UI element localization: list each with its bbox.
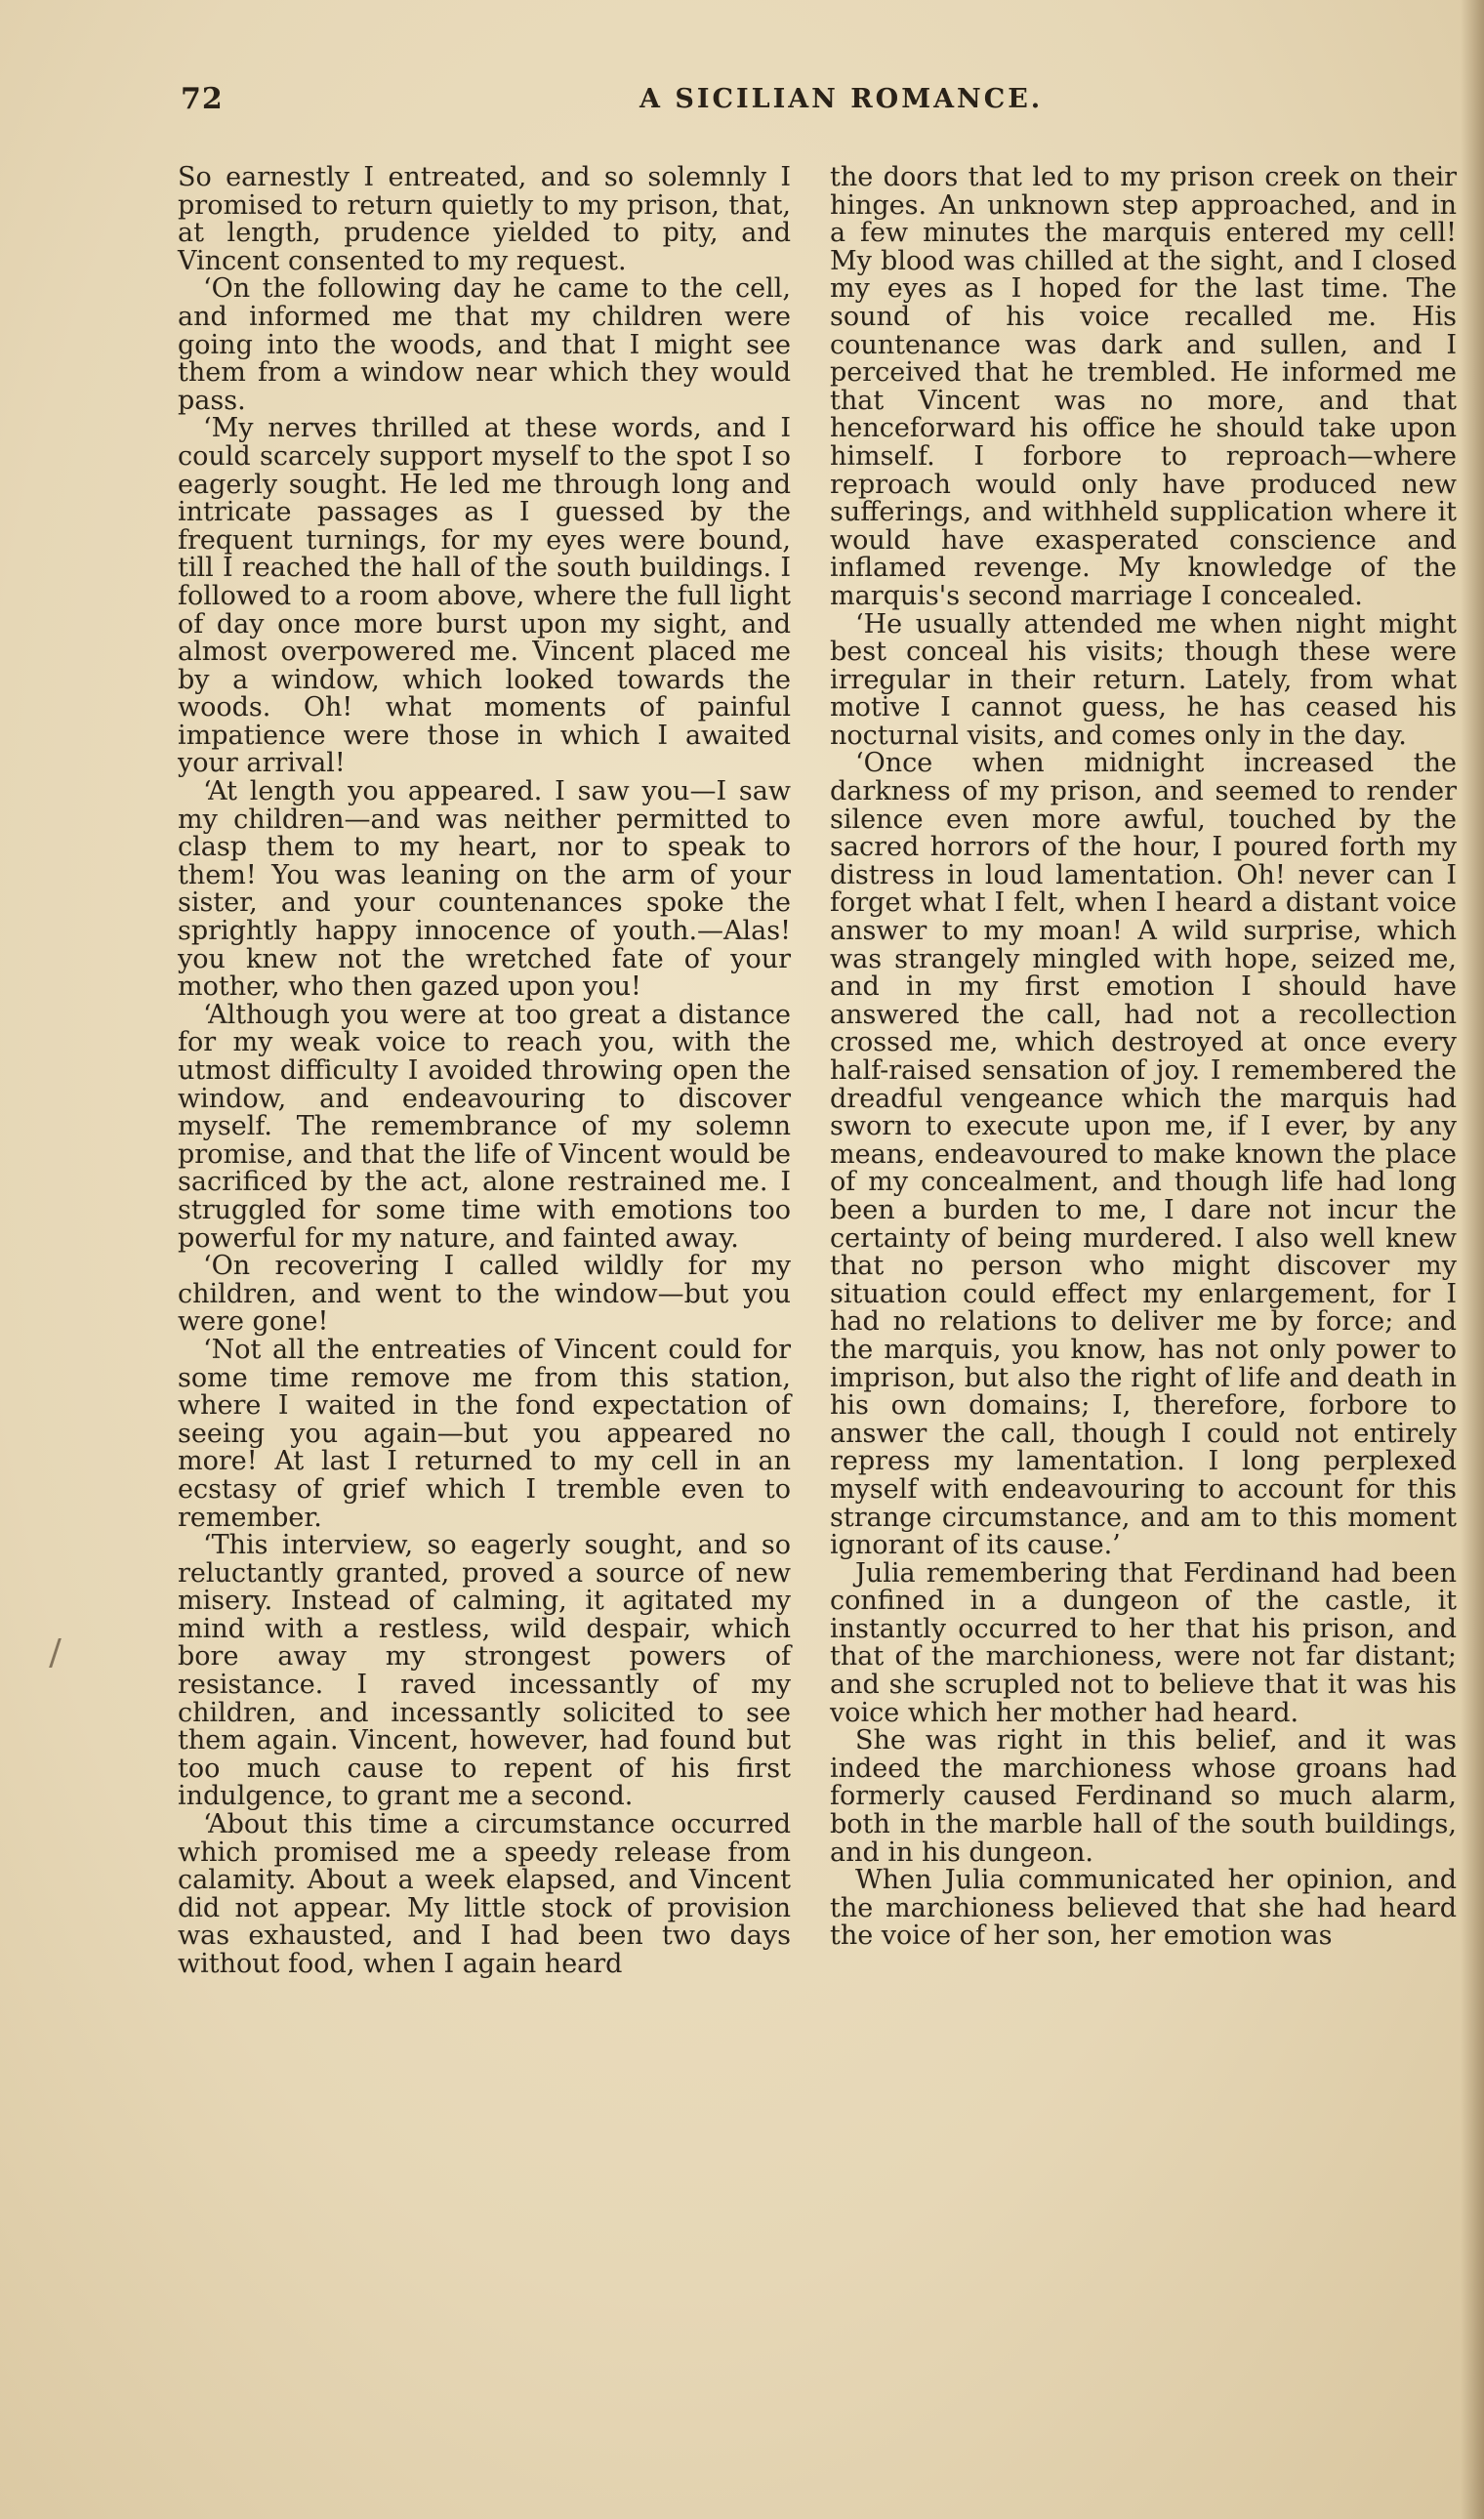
paragraph: ‘About this time a circumstance occurred which promised me a speedy release from calamity. About a week elapsed, and Vincent did not appear. My little stock of provision was exhausted, and I had been two days without food, when I again heard bbox=[178, 1809, 791, 1979]
paragraph: ‘Once when midnight increased the darkness of my prison, and seemed to render silence even more awful, touched by the sacred horrors of the hour, I poured forth my distress in loud lamentation. Oh! never can I forget what I felt, when I heard a distant voice answer to my moan! A wild surprise, which was strangely mingled with hope, seized me, and in my first emotion I should have answered the call, had not a recollection crossed me, which destroyed at once every half-raised sensation of joy. I remembered the dreadful vengeance which the marquis had sworn to execute upon me, if I ever, by any means, endeavoured to make known the place of my concealment, and though life had long been a burden to me, I dare not incur the certainty of being murdered. I also well knew that no person who might discover my situation could effect my enlargement, for I had no relations to deliver me by force; and the marquis, you know, has not only power to imprison, but also the right of life and death in his own domains; I, therefore, forbore to answer the call, though I could not entirely repress my lamentation. I long perplexed myself with endeavouring to account for this strange circumstance, and am to this moment ignorant of its cause.’ bbox=[830, 748, 1457, 1561]
paragraph: ‘On the following day he came to the cell, and informed me that my children were going into the woods, and that I might see them from a window near which they would pass. bbox=[178, 273, 791, 416]
page-header bbox=[181, 82, 1440, 121]
paragraph: She was right in this belief, and it was indeed the marchioness whose groans had formerly caused Ferdinand so much alarm, both in the marble hall of the south buildings, and in his dungeon. bbox=[830, 1725, 1457, 1868]
paragraph: ‘At length you appeared. I saw you—I saw my children—and was neither permitted to clasp them to my heart, nor to speak to them! You was leaning on the arm of your sister, and your countenances spoke the sprightly happy innocence of youth.—Alas! you knew not the wretched fate of your mother, who then gazed upon you! bbox=[178, 776, 791, 1003]
paragraph: the doors that led to my prison creek on their hinges. An unknown step approached, and in a few minutes the marquis entered my cell! My blood was chilled at the sight, and I closed my eyes as I hoped for the last time. The sound of his voice recalled me. His countenance was dark and sullen, and I perceived that he trembled. He informed me that Vincent was no more, and that henceforward his office he should take upon himself. I forbore to reproach—where reproach would only have produced new sufferings, and withheld supplication where it would have exasperated conscience and inflamed revenge. My knowledge of the marquis's second marriage I concealed. bbox=[830, 162, 1457, 611]
left-text-column bbox=[178, 164, 791, 1979]
paragraph: ‘On recovering I called wildly for my children, and went to the window—but you were gone! bbox=[178, 1251, 791, 1338]
paragraph: ‘My nerves thrilled at these words, and I could scarcely support myself to the spot I so eagerly sought. He led me through long and intricate passages as I guessed by the frequent turnings, for my eyes were bound, till I reached the hall of the south buildings. I followed to a room above, where the full light of day once more burst upon my sight, and almost overpowered me. Vincent placed me by a window, which looked towards the woods. Oh! what moments of painful impatience were those in which I awaited your arrival! bbox=[178, 413, 791, 779]
page-edge-shadow bbox=[1461, 0, 1484, 2519]
paragraph: ‘Although you were at too great a distance for my weak voice to reach you, with the utmost difficulty I avoided throwing open the window, and endeavouring to discover myself. The remembrance of my solemn promise, and that the life of Vincent would be sacrificed by the act, alone restrained me. I struggled for some time with emotions too powerful for my nature, and fainted away. bbox=[178, 999, 791, 1254]
running-title: A SICILIAN ROMANCE. bbox=[639, 84, 1044, 114]
paragraph: ‘This interview, so eagerly sought, and so reluctantly granted, proved a source of new misery. Instead of calming, it agitated my mind with a restless, wild despair, which bore away my strongest powers of resistance. I raved incessantly of my children, and incessantly solicited to see them again. Vincent, however, had found but too much cause to repent of his first indulgence, to grant me a second. bbox=[178, 1530, 791, 1812]
right-text-column bbox=[830, 164, 1457, 1951]
paragraph: When Julia communicated her opinion, and the marchioness believed that she had heard the voice of her son, her emotion was bbox=[830, 1865, 1457, 1952]
paragraph: ‘Not all the entreaties of Vincent could for some time remove me from this station, where I waited in the fond expectation of seeing you again—but you appeared no more! At last I returned to my cell in an ecstasy of grief which I tremble even to remember. bbox=[178, 1334, 791, 1533]
paragraph: Julia remembering that Ferdinand had been confined in a dungeon of the castle, it instantly occurred to her that his prison, and that of the marchioness, were not far distant; and she scrupled not to believe that it was his voice which her mother had heard. bbox=[830, 1557, 1457, 1728]
paragraph: ‘He usually attended me when night might best conceal his visits; though these were irregular in their return. Lately, from what motive I cannot guess, he has ceased his nocturnal visits, and comes only in the day. bbox=[830, 608, 1457, 751]
page-number: 72 bbox=[181, 82, 224, 116]
paragraph: So earnestly I entreated, and so solemnly I promised to return quietly to my prison, that, at length, prudence yielded to pity, and Vincent consented to my request. bbox=[178, 162, 791, 276]
pencil-margin-mark bbox=[49, 1638, 67, 1668]
